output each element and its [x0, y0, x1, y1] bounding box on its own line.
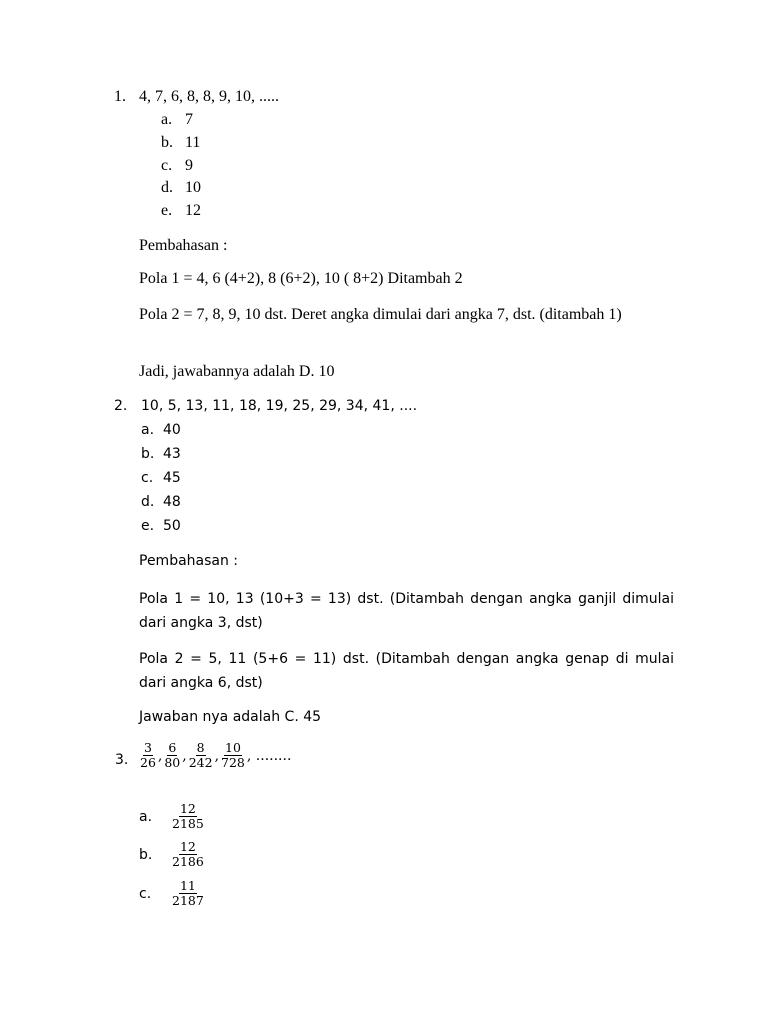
option-fraction: [171, 802, 205, 831]
option-letter: a.: [139, 808, 153, 825]
numerator: 3: [143, 740, 152, 755]
question-number: 2.: [114, 398, 128, 414]
option-value: 45: [163, 470, 181, 486]
option-value: 7: [185, 111, 193, 128]
denominator: 2186: [172, 854, 204, 869]
pola-2: Pola 2 = 7, 8, 9, 10 dst. Deret angka dimulai dari angka 7, dst. (ditambah 1): [139, 306, 622, 323]
option-value: 48: [163, 494, 181, 510]
numerator: 10: [225, 740, 241, 755]
numerator: 11: [179, 878, 196, 893]
question-number: 1.: [114, 88, 126, 105]
option-value: 40: [163, 422, 181, 438]
sequence-tail: , ........: [246, 747, 292, 764]
option-b: [139, 840, 205, 869]
separator: ,: [182, 747, 187, 764]
separator: ,: [157, 747, 163, 764]
denominator: 2185: [172, 816, 204, 831]
denominator: 728: [221, 755, 245, 770]
option-value: 9: [185, 157, 193, 174]
fraction-sequence: [139, 741, 291, 770]
question-text: 4, 7, 6, 8, 8, 9, 10, .....: [139, 88, 279, 105]
numerator: 6: [168, 740, 177, 755]
numerator: 8: [196, 740, 205, 755]
option-value: 10: [185, 179, 201, 196]
pembahasan-label: Pembahasan :: [139, 553, 239, 569]
option-letter: e.: [161, 202, 173, 219]
denominator: 80: [164, 755, 181, 770]
numerator: 12: [179, 801, 196, 816]
fraction: [188, 741, 214, 770]
pola-1: Pola 1 = 10, 13 (10+3 = 13) dst. (Ditambah dengan angka ganjil dimulai dari angka 3, dst): [139, 591, 674, 631]
denominator: 242: [188, 755, 213, 770]
question-text: 10, 5, 13, 11, 18, 19, 25, 29, 34, 41, ....: [141, 398, 418, 414]
option-a: [139, 802, 205, 831]
pola-1: Pola 1 = 4, 6 (4+2), 8 (6+2), 10 ( 8+2) Ditambah 2: [139, 270, 463, 287]
denominator: 26: [140, 755, 156, 770]
option-letter: d.: [161, 179, 173, 196]
option-value: 12: [185, 202, 201, 219]
fraction: [220, 741, 246, 770]
option-letter: b.: [141, 446, 155, 462]
question-number: 3.: [115, 752, 129, 768]
answer-text: Jadi, jawabannya adalah D. 10: [139, 363, 335, 380]
option-fraction: [171, 879, 205, 908]
option-value: 11: [185, 134, 201, 151]
option-letter: e.: [141, 518, 155, 534]
option-letter: b.: [139, 846, 153, 863]
option-letter: a.: [161, 111, 173, 128]
option-c: [139, 879, 205, 908]
option-letter: c.: [139, 885, 152, 902]
denominator: 2187: [172, 893, 204, 908]
option-letter: d.: [141, 494, 155, 510]
option-letter: c.: [161, 157, 173, 174]
option-fraction: [171, 840, 205, 869]
option-letter: b.: [161, 134, 173, 151]
option-letter: c.: [141, 470, 154, 486]
pembahasan-label: Pembahasan :: [139, 237, 228, 254]
fraction: [139, 741, 157, 770]
option-value: 50: [163, 518, 181, 534]
pola-2: Pola 2 = 5, 11 (5+6 = 11) dst. (Ditambah dengan angka genap di mulai dari angka 6, dst): [139, 651, 674, 691]
option-value: 43: [163, 446, 181, 462]
fraction: [163, 741, 181, 770]
answer-text: Jawaban nya adalah C. 45: [139, 709, 322, 725]
numerator: 12: [179, 839, 196, 854]
option-letter: a.: [141, 422, 155, 438]
separator: ,: [214, 747, 220, 764]
